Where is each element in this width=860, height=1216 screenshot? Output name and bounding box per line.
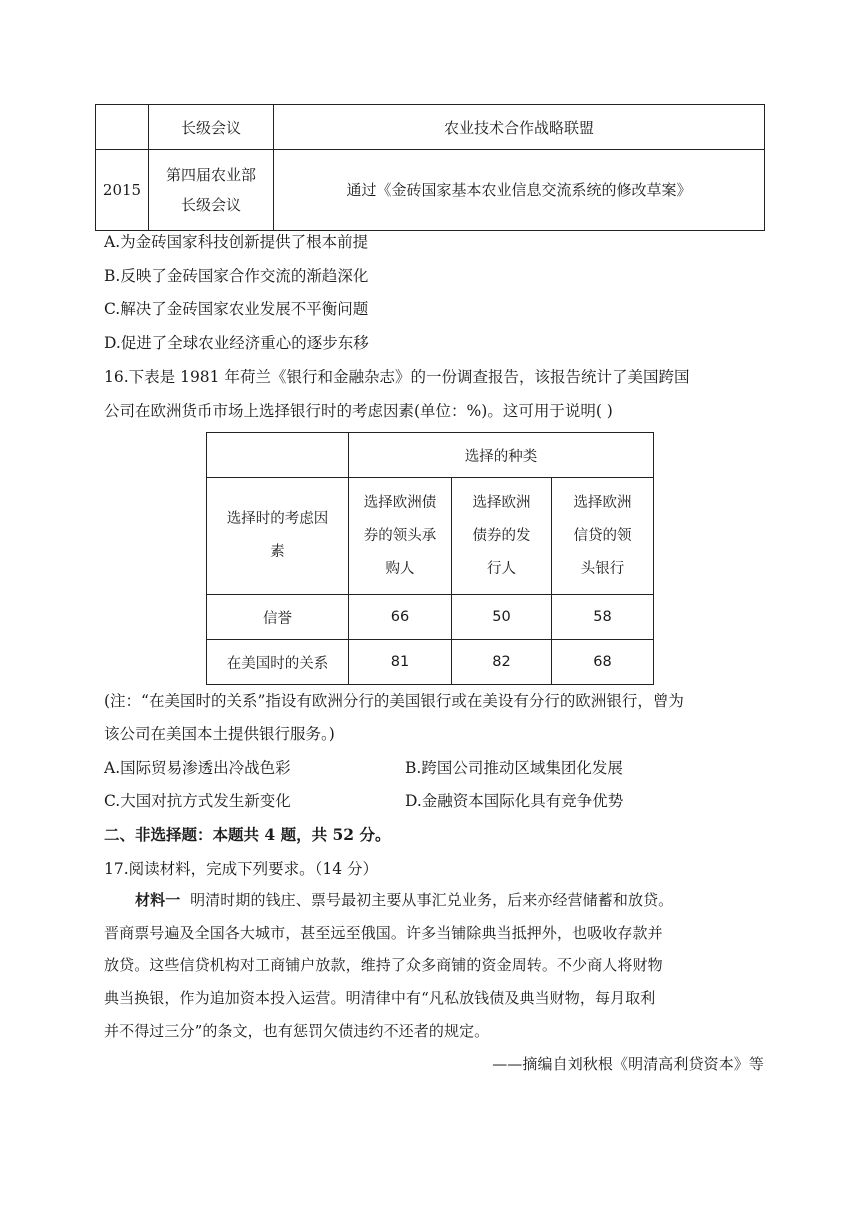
meeting-line: 长级会议	[180, 196, 241, 214]
header-line: 债券的发	[472, 527, 531, 544]
value-cell: 66	[349, 595, 452, 640]
q15-option-a: A.为金砖国家科技创新提供了根本前提	[104, 233, 369, 251]
q16-option-c: C.大国对抗方式发生新变化	[104, 792, 291, 810]
header-line: 选择时的考虑因	[226, 511, 329, 527]
bank-factor-table	[206, 432, 654, 685]
meeting-line: 第四届农业部	[165, 166, 256, 184]
header-line: 选择欧洲	[472, 494, 531, 511]
material-source: ——摘编自刘秋根《明清高利贷资本》等	[492, 1055, 764, 1073]
header-line: 头银行	[580, 560, 625, 577]
header-line: 选择欧洲债	[363, 494, 437, 511]
q17-stem: 17.阅读材料，完成下列要求。（14 分）	[104, 860, 379, 878]
material-label: 材料一	[135, 891, 181, 909]
table-header-row	[207, 433, 654, 478]
year-cell	[96, 105, 149, 150]
q16-option-d: D.金融资本国际化具有竞争优势	[405, 792, 624, 810]
material-line: 放贷。这些信贷机构对工商铺户放款，维持了众多商铺的资金周转。不少商人将财物	[104, 956, 663, 975]
q15-option-d: D.促进了全球农业经济重心的逐步东移	[104, 334, 369, 352]
q16-option-b: B.跨国公司推动区域集团化发展	[405, 759, 623, 777]
choice-type-header: 选择的种类	[349, 433, 654, 478]
column-header	[552, 478, 654, 595]
value-cell: 50	[452, 595, 552, 640]
factor-header	[207, 478, 349, 595]
row-label: 在美国时的关系	[207, 640, 349, 685]
material-line	[104, 884, 764, 917]
header-line: 行人	[487, 560, 516, 577]
value-cell: 81	[349, 640, 452, 685]
header-line: 券的领头承	[363, 527, 437, 544]
year-cell: 2015	[96, 150, 149, 231]
q15-option-b: B.反映了金砖国家合作交流的渐趋深化	[104, 267, 369, 285]
q17-material	[104, 884, 764, 1048]
material-line: 典当换银，作为追加资本投入运营。明清律中有“凡私放钱债及典当财物，每月取利	[104, 989, 656, 1008]
q16-note: (注：“在美国时的关系”指设有欧洲分行的美国银行或在美设有分行的欧洲银行，曾为	[104, 692, 684, 710]
q16-stem: 公司在欧洲货币市场上选择银行时的考虑因素(单位：%)。这可用于说明( )	[104, 402, 613, 420]
material-text: 明清时期的钱庄、票号最初主要从事汇兑业务，后来亦经营储蓄和放贷。	[190, 891, 674, 909]
meeting-cell: 长级会议	[149, 105, 274, 150]
content-cell: 通过《金砖国家基本农业信息交流系统的修改草案》	[274, 150, 765, 231]
table-row	[96, 150, 765, 231]
table-header-row	[207, 478, 654, 595]
value-cell: 68	[552, 640, 654, 685]
section-heading: 二、非选择题：本题共 4 题，共 52 分。	[104, 825, 391, 844]
content-cell: 农业技术合作战略联盟	[274, 105, 765, 150]
q15-option-c: C.解决了金砖国家农业发展不平衡问题	[104, 300, 369, 318]
material-line: 并不得过三分”的条文，也有惩罚欠债违约不还者的规定。	[104, 1021, 490, 1040]
q16-stem: 16.下表是 1981 年荷兰《银行和金融杂志》的一份调查报告，该报告统计了美国跨国	[104, 368, 690, 386]
header-line: 选择欧洲	[573, 494, 632, 511]
table-row	[96, 105, 765, 150]
header-line: 信贷的领	[573, 527, 632, 544]
empty-header-cell	[207, 433, 349, 478]
table-row	[207, 595, 654, 640]
q16-note: 该公司在美国本土提供银行服务。)	[104, 725, 335, 743]
row-label: 信誉	[207, 595, 349, 640]
meeting-cell	[149, 150, 274, 231]
header-line: 素	[270, 544, 285, 560]
value-cell: 58	[552, 595, 654, 640]
q16-option-a: A.国际贸易渗透出冷战色彩	[104, 759, 291, 777]
agri-meeting-table	[95, 104, 765, 231]
column-header	[349, 478, 452, 595]
column-header	[452, 478, 552, 595]
table-row	[207, 640, 654, 685]
material-line: 晋商票号遍及全国各大城市，甚至远至俄国。许多当铺除典当抵押外，也吸收存款并	[104, 923, 663, 942]
header-line: 购人	[385, 560, 415, 577]
value-cell: 82	[452, 640, 552, 685]
